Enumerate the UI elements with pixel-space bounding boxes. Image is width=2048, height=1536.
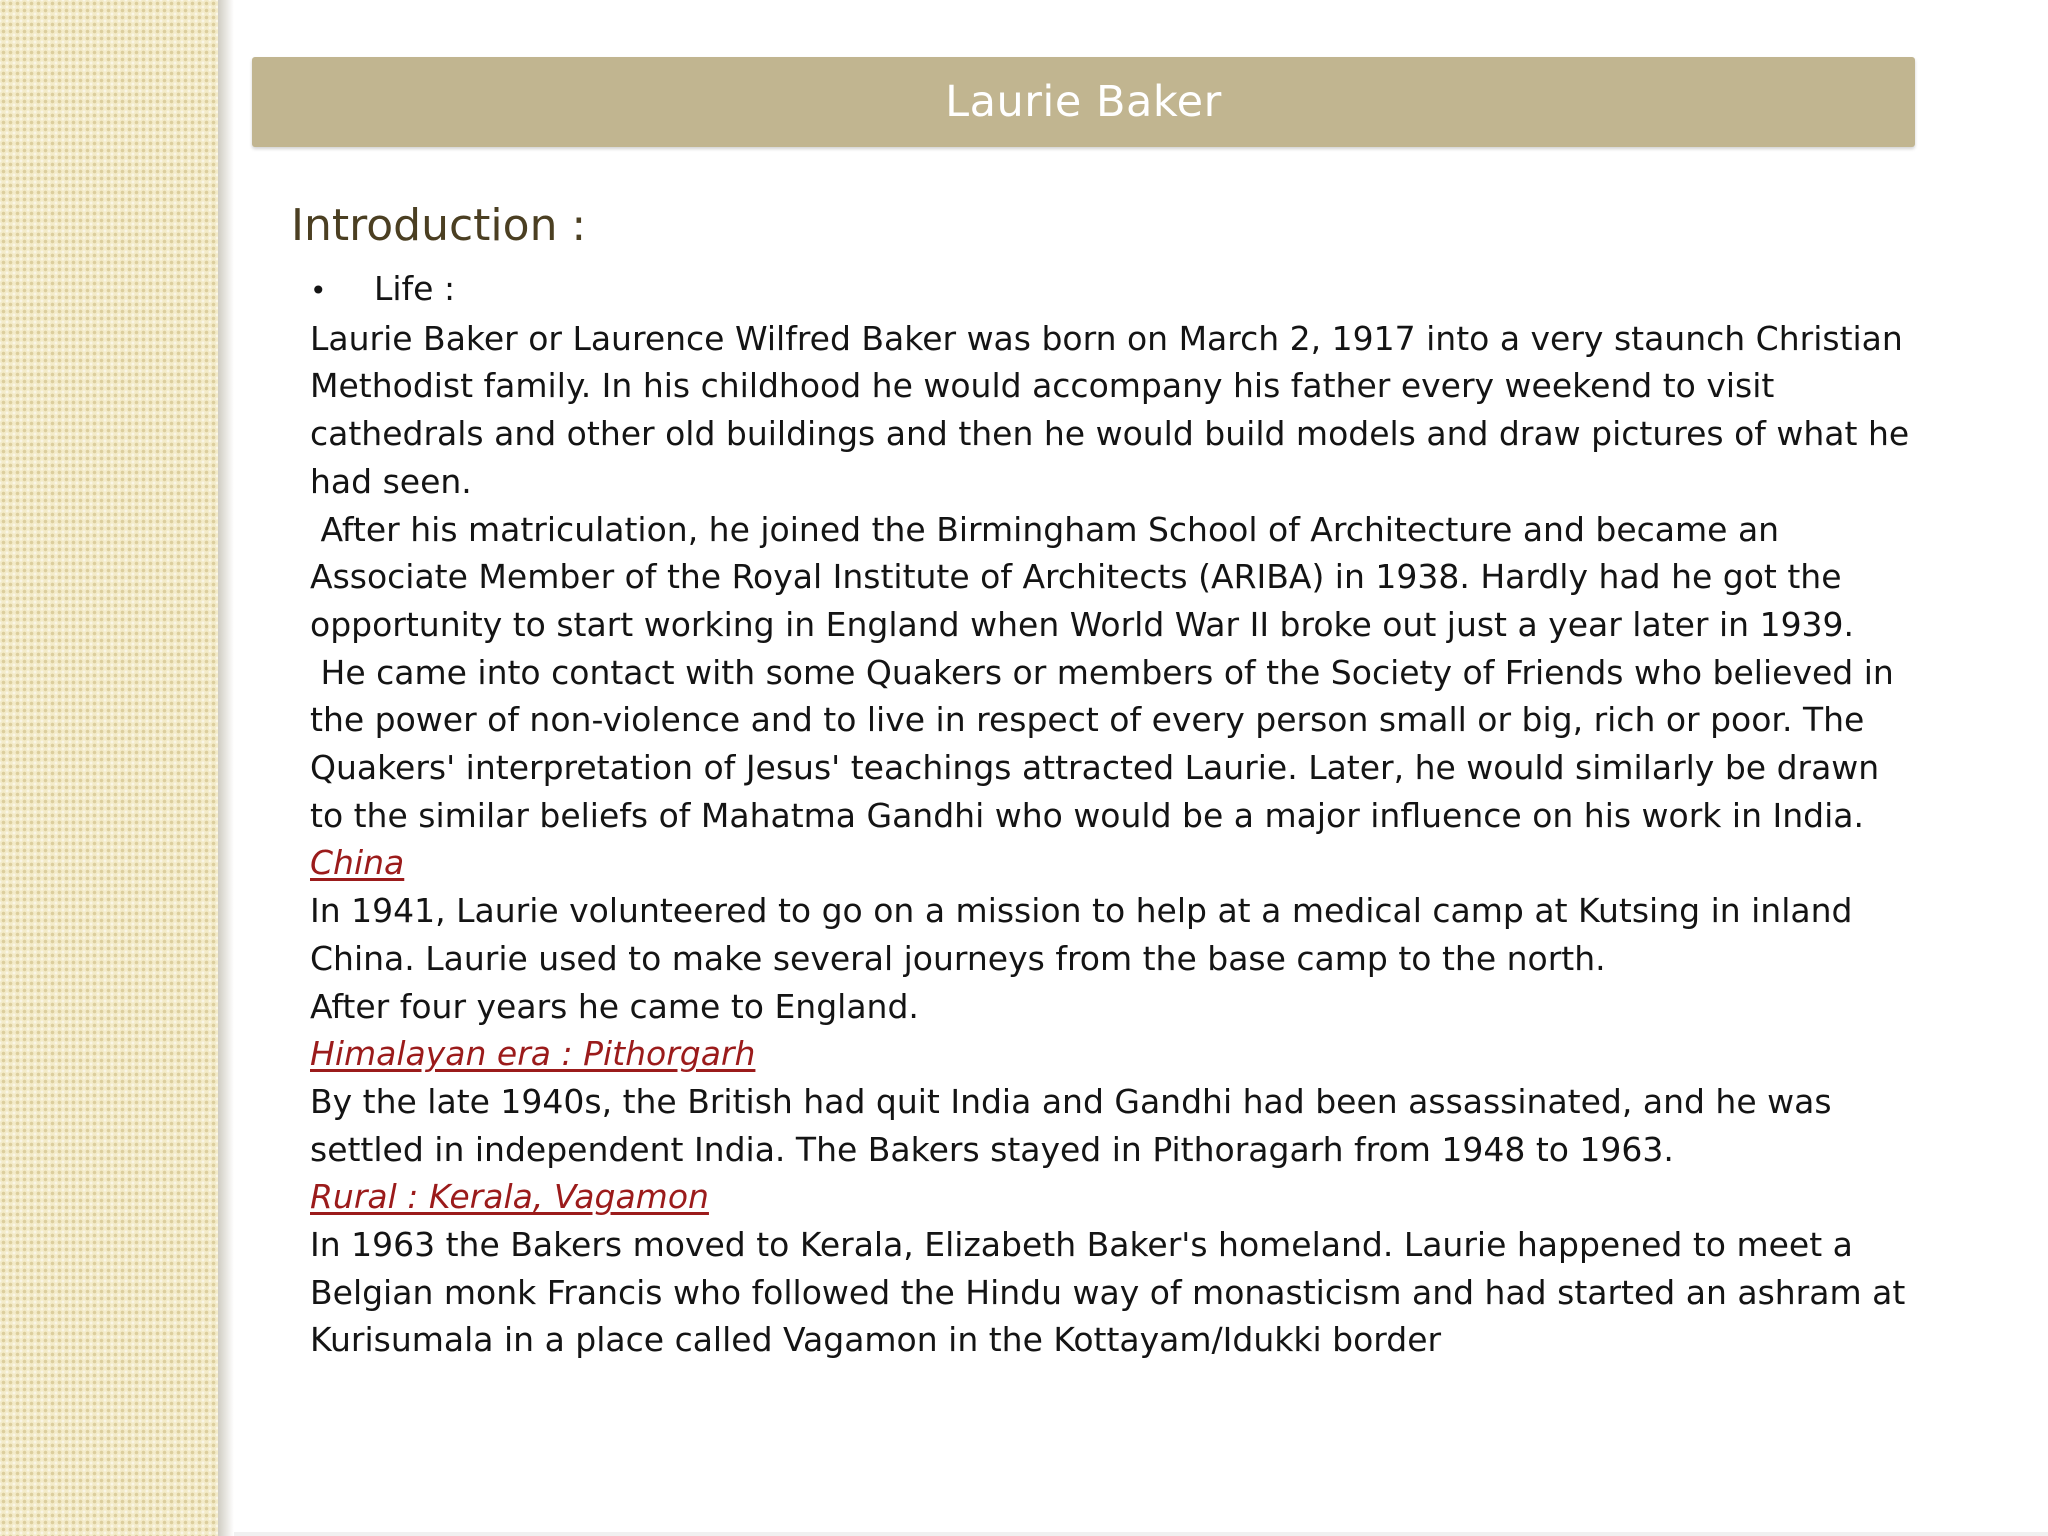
himalayan-heading-link[interactable]: Himalayan era : Pithorgarh — [310, 1034, 756, 1074]
slide-title: Laurie Baker — [945, 77, 1222, 127]
bullet-label: Life : — [374, 269, 456, 308]
china-paragraph: In 1941, Laurie volunteered to go on a mission to help at a medical camp at Kutsing in inland China. Laurie used to make several journeys from the base camp to the north. — [310, 891, 1853, 978]
himalayan-paragraph: By the late 1940s, the British had quit India and Gandhi had been assassinated, and he was settled in independent India. The Bakers stayed in Pithoragarh from 1948 to 1963. — [310, 1081, 1832, 1169]
bullet-item-life — [310, 265, 1910, 315]
bullet-icon: • — [310, 274, 327, 307]
decorative-side-panel — [0, 0, 218, 1536]
slide-body — [310, 265, 1910, 1364]
bottom-divider — [234, 1532, 2048, 1536]
kerala-paragraph: In 1963 the Bakers moved to Kerala, Elizabeth Baker's homeland. Laurie happened to meet a Belgian monk Francis who followed the Hindu way of monasticism and had started an ashram at Kurisumala in a place called Vagamon in the Kottayam/Idukki border — [310, 1225, 1906, 1360]
matriculation-paragraph: After his matriculation, he joined the Birmingham School of Architecture and became an Associate Member of the Royal Institute of Architects (ARIBA) in 1938. Hardly had he got the opportunity to start working in England when World War II broke out just a year later in 1939. — [310, 509, 1855, 644]
section-heading: Introduction : — [291, 200, 587, 251]
england-paragraph: After four years he came to England. — [310, 986, 919, 1026]
title-bar — [252, 57, 1915, 147]
rural-heading-link[interactable]: Rural : Kerala, Vagamon — [310, 1177, 709, 1217]
side-panel-shadow — [218, 0, 234, 1536]
china-heading-link[interactable]: China — [310, 843, 405, 883]
quakers-paragraph: He came into contact with some Quakers or members of the Society of Friends who believed in the power of non-violence and to live in respect of every person small or big, rich or poor. The Quakers' interpretation of Jesus' teachings attracted Laurie. Later, he would similarly be drawn to the similar beliefs of Mahatma Gandhi who would be a major influence on his work in India. — [310, 652, 1905, 835]
life-paragraph: Laurie Baker or Laurence Wilfred Baker was born on March 2, 1917 into a very staunch Christian Methodist family. In his childhood he would accompany his father every weekend to visit cathedrals and other old buildings and then he would build models and draw pictures of what he had seen. — [310, 318, 1910, 501]
